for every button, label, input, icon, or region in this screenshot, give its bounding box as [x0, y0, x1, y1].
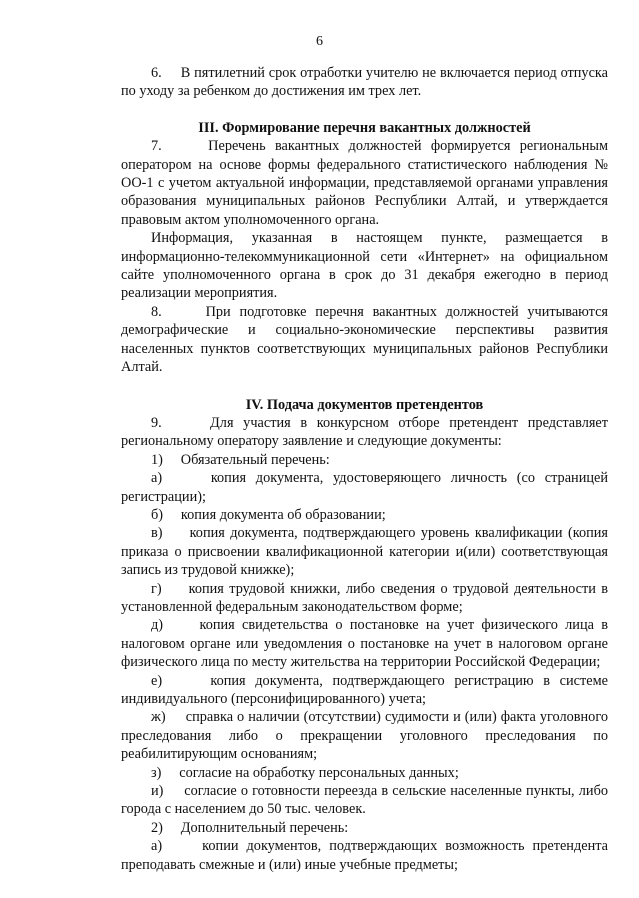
paragraph-7-info: Информация, указанная в настоящем пункте, размещается в информационно-телекоммуникационной сети «Интернет» на официальном сайте уполномоченного органа в срок до 31 декабря ежегодно в период реализации мероприятия.: [121, 230, 608, 302]
paragraph-6: 6. В пятилетний срок отработки учителю не включается период отпуска по уходу за ребенком до достижения им трех лет.: [121, 65, 608, 100]
list-item-i: и) согласие о готовности переезда в сельские населенные пункты, либо города с населением до 50 тыс. человек.: [121, 783, 608, 818]
page-number: 6: [316, 34, 323, 49]
list-item-additional: 2) Дополнительный перечень:: [151, 819, 349, 836]
list-item-mandatory: 1) Обязательный перечень:: [151, 451, 330, 468]
list-item-g: г) копия трудовой книжки, либо сведения о трудовой деятельности в установленной федеральным законодательством форме;: [121, 580, 608, 615]
section-heading-4: IV. Подача документов претендентов: [245, 396, 484, 413]
section-heading-3: III. Формирование перечня вакантных должностей: [198, 119, 531, 136]
list-item-b: б) копия документа об образовании;: [151, 506, 386, 523]
list-item-v: в) копия документа, подтверждающего уровень квалификации (копия приказа о присвоении квалификационной категории и(или) соответствующая запись из трудовой книжке);: [121, 525, 608, 579]
list-item-e: е) копия документа, подтверждающего регистрацию в системе индивидуального (персонифицированного) учета;: [121, 672, 608, 707]
paragraph-9: 9. Для участия в конкурсном отборе претендент представляет региональному оператору заявление и следующие документы:: [121, 414, 608, 450]
document-body: [121, 64, 608, 874]
paragraph-7: 7. Перечень вакантных должностей формируется региональным оператором на основе формы федерального статистического наблюдения № ОО-1 с учетом актуальной информации, представляемой органами управления образования муниципальных районов Республики Алтай, и утверждается правовым актом уполномоченного органа.: [121, 138, 608, 228]
list-item-zh: ж) справка о наличии (отсутствии) судимости и (или) факта уголовного преследования либо о прекращении уголовного преследования по реабилитирующим основаниям;: [121, 709, 608, 763]
paragraph-8: 8. При подготовке перечня вакантных должностей учитываются демографические и социально-экономические перспективы развития населенных пунктов соответствующих муниципальных районов Республики Алтай.: [121, 303, 608, 376]
list-item-z: з) согласие на обработку персональных данных;: [151, 764, 459, 781]
list-item-d: д) копия свидетельства о постановке на учет физического лица в налоговом органе или уведомления о постановке на учет в налоговом органе физического лица по месту жительства на территории Российской Федерации;: [121, 617, 608, 671]
list-item-a: а) копия документа, удостоверяющего личность (со страницей регистрации);: [121, 470, 608, 505]
list-item-additional-a: а) копии документов, подтверждающих возможность претендента преподавать смежные и (или) иные учебные предметы;: [121, 838, 608, 873]
